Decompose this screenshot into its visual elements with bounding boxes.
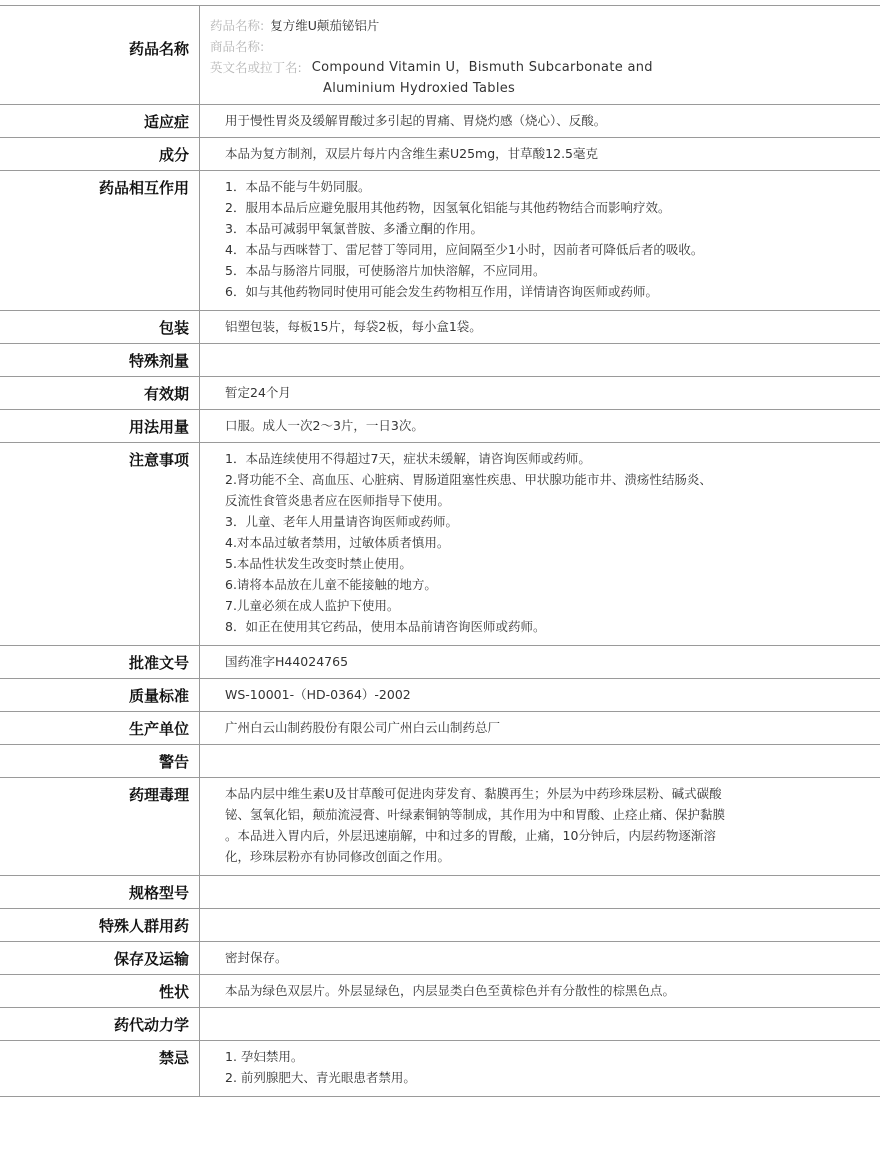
value-line: 广州白云山制药股份有限公司广州白云山制药总厂 [225, 720, 501, 735]
row-label: 用法用量 [0, 410, 200, 442]
value-line: 铝塑包装，每板15片，每袋2板，每小盒1袋。 [225, 319, 482, 334]
value-line: 6．如与其他药物同时使用可能会发生药物相互作用，详情请咨询医师或药师。 [225, 284, 658, 299]
info-row [0, 646, 880, 679]
row-value [200, 712, 880, 744]
info-row [0, 712, 880, 745]
row-label: 药品相互作用 [0, 171, 200, 310]
info-row [0, 1041, 880, 1097]
row-value [200, 975, 880, 1007]
english-name-key: 英文名或拉丁名: [210, 60, 302, 75]
generic-name-key: 药品名称: [210, 18, 265, 33]
english-name-value-continued: Aluminium Hydroxied Tables [323, 81, 516, 96]
info-row [0, 443, 880, 646]
value-line: 暂定24个月 [225, 385, 291, 400]
value-line: 口服。成人一次2～3片，一日3次。 [225, 418, 424, 433]
row-label: 性状 [0, 975, 200, 1007]
row-label: 质量标准 [0, 679, 200, 711]
value-line: 本品内层中维生素U及甘草酸可促进肉芽发育、黏膜再生；外层为中药珍珠层粉、碱式碳酸 [225, 786, 722, 801]
row-value [200, 679, 880, 711]
generic-name-line [210, 15, 860, 36]
row-label: 药理毒理 [0, 778, 200, 875]
value-line: 本品为复方制剂，双层片每片内含维生素U25mg，甘草酸12.5毫克 [225, 146, 598, 161]
row-label: 特殊剂量 [0, 344, 200, 376]
row-value [200, 646, 880, 678]
info-rows [0, 105, 880, 1097]
row-label: 保存及运输 [0, 942, 200, 974]
row-label: 药代动力学 [0, 1008, 200, 1040]
drug-info-table [0, 5, 880, 1097]
info-row [0, 171, 880, 311]
info-row [0, 909, 880, 942]
row-value [200, 942, 880, 974]
value-line: 4．本品与西咪替丁、雷尼替丁等同用，应间隔至少1小时，因前者可降低后者的吸收。 [225, 242, 704, 257]
drug-name-block [200, 6, 880, 104]
trade-name-line [210, 36, 860, 57]
row-value [200, 909, 880, 941]
row-label: 批准文号 [0, 646, 200, 678]
value-line: 2.肾功能不全、高血压、心脏病、胃肠道阻塞性疾患、甲状腺功能市井、溃疡性结肠炎、 [225, 472, 712, 487]
info-row [0, 745, 880, 778]
value-line: 国药准字H44024765 [225, 654, 349, 669]
row-label: 规格型号 [0, 876, 200, 908]
info-row [0, 679, 880, 712]
value-line: 用于慢性胃炎及缓解胃酸过多引起的胃痛、胃烧灼感（烧心）、反酸。 [225, 113, 607, 128]
drug-name-row [0, 6, 880, 105]
info-row [0, 377, 880, 410]
value-line: 本品为绿色双层片。外层显绿色，内层显类白色至黄棕色并有分散性的棕黑色点。 [225, 983, 676, 998]
value-line: 7.儿童必须在成人监护下使用。 [225, 598, 400, 613]
info-row [0, 1008, 880, 1041]
value-line: 1．本品不能与牛奶同服。 [225, 179, 371, 194]
row-label: 有效期 [0, 377, 200, 409]
row-label: 警告 [0, 745, 200, 777]
value-line: 5.本品性状发生改变时禁止使用。 [225, 556, 412, 571]
english-name-value: Compound Vitamin U，Bismuth Subcarbonate and [311, 60, 653, 75]
info-row [0, 105, 880, 138]
info-row [0, 410, 880, 443]
row-value [200, 1008, 880, 1040]
english-name-line [210, 57, 860, 78]
value-line: 铋、氢氧化铝，颠茄流浸膏、叶绿素铜钠等制成，其作用为中和胃酸、止痉止痛、保护黏膜 [225, 807, 726, 822]
row-value [200, 1041, 880, 1096]
generic-name-value: 复方维U颠茄铋铝片 [270, 18, 380, 33]
row-label: 禁忌 [0, 1041, 200, 1096]
row-value [200, 410, 880, 442]
info-row [0, 311, 880, 344]
trade-name-key: 商品名称: [210, 39, 265, 54]
value-line: 反流性食管炎患者应在医师指导下使用。 [225, 493, 451, 508]
info-row [0, 975, 880, 1008]
row-value [200, 876, 880, 908]
value-line: 2. 前列腺肥大、青光眼患者禁用。 [225, 1070, 416, 1085]
info-row [0, 138, 880, 171]
row-label: 药品名称 [0, 6, 200, 104]
row-value [200, 778, 880, 875]
row-value [200, 377, 880, 409]
row-value [200, 344, 880, 376]
row-value [200, 745, 880, 777]
value-line: 2．服用本品后应避免服用其他药物，因氢氧化铝能与其他药物结合而影响疗效。 [225, 200, 671, 215]
value-line: 8．如正在使用其它药品，使用本品前请咨询医师或药师。 [225, 619, 546, 634]
english-name-line-continued [210, 78, 860, 99]
value-line: 3．本品可减弱甲氧氯普胺、多潘立酮的作用。 [225, 221, 483, 236]
row-label: 生产单位 [0, 712, 200, 744]
info-row [0, 942, 880, 975]
row-label: 注意事项 [0, 443, 200, 645]
value-line: 密封保存。 [225, 950, 288, 965]
value-line: 6.请将本品放在儿童不能接触的地方。 [225, 577, 437, 592]
value-line: 化，珍珠层粉亦有协同修改创面之作用。 [225, 849, 451, 864]
row-value [200, 138, 880, 170]
value-line: 。本品进入胃内后，外层迅速崩解，中和过多的胃酸，止痛，10分钟后，内层药物逐渐溶 [225, 828, 716, 843]
info-row [0, 344, 880, 377]
value-line: 1．本品连续使用不得超过7天，症状未缓解，请咨询医师或药师。 [225, 451, 591, 466]
value-line: WS-10001-（HD-0364）-2002 [225, 687, 411, 702]
row-value [200, 171, 880, 310]
info-row [0, 876, 880, 909]
value-line: 1. 孕妇禁用。 [225, 1049, 304, 1064]
row-value [200, 311, 880, 343]
info-row [0, 778, 880, 876]
row-label: 包装 [0, 311, 200, 343]
value-line: 3．儿童、老年人用量请咨询医师或药师。 [225, 514, 458, 529]
row-value [200, 105, 880, 137]
row-label: 特殊人群用药 [0, 909, 200, 941]
value-line: 4.对本品过敏者禁用，过敏体质者慎用。 [225, 535, 450, 550]
row-label: 成分 [0, 138, 200, 170]
row-value [200, 443, 880, 645]
value-line: 5．本品与肠溶片同服，可使肠溶片加快溶解，不应同用。 [225, 263, 546, 278]
row-label: 适应症 [0, 105, 200, 137]
